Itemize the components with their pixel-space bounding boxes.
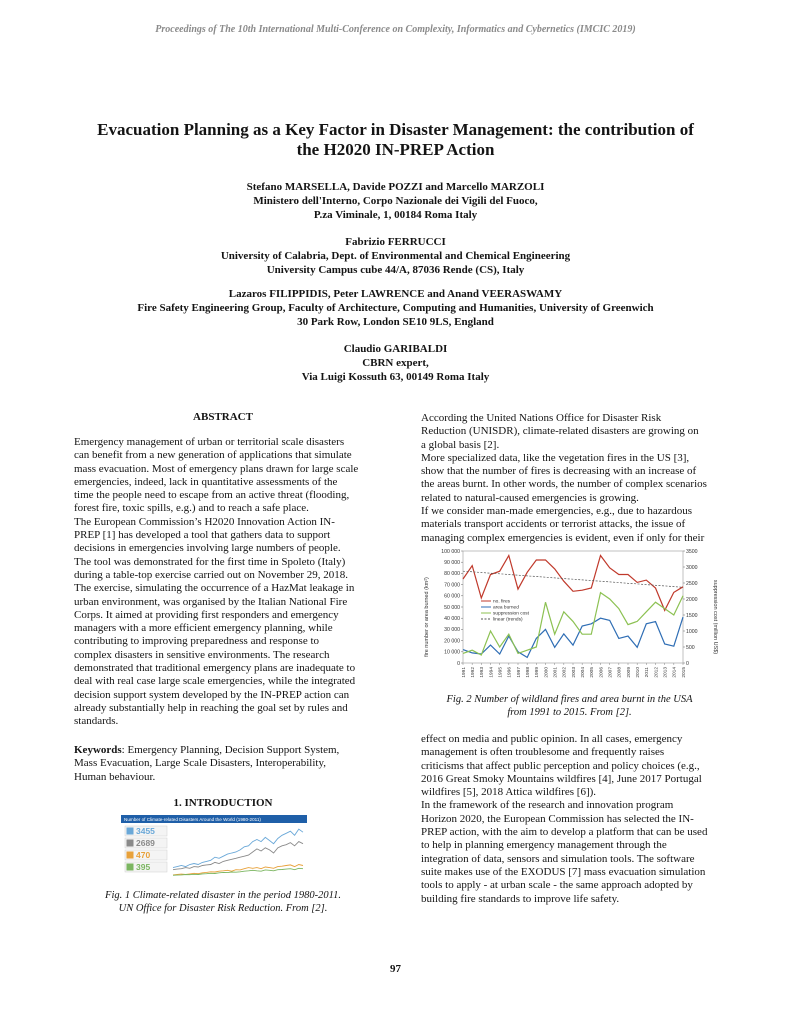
intro-text-bottom <box>421 733 718 906</box>
y-tick-label: 60 000 <box>444 593 460 600</box>
legend-label: no. fires <box>493 599 511 605</box>
author-address: 30 Park Row, London SE10 9LS, England <box>297 316 494 328</box>
x-tick-label: 1991 <box>461 667 467 678</box>
y-tick-label: 20 000 <box>444 638 460 645</box>
x-tick-label: 1994 <box>489 667 495 678</box>
body-line: More specialized data, like the vegetation fires in the US [3], <box>421 451 690 464</box>
x-tick-label: 2010 <box>635 667 641 678</box>
author-group-1 <box>60 180 731 222</box>
body-line: management is often troublesome and frequently raises <box>421 746 665 759</box>
x-tick-label: 2000 <box>544 667 550 678</box>
y2-tick-label: 2500 <box>686 580 698 587</box>
body-line: show that the number of fires is decreasing with an increase of <box>421 465 697 478</box>
introduction-heading: 1. INTRODUCTION <box>173 797 273 809</box>
author-address: P.za Viminale, 1, 00184 Roma Italy <box>313 209 478 221</box>
abstract-line: can benefit from a new generation of applications that simulate <box>74 449 352 462</box>
abstract-heading: ABSTRACT <box>193 411 253 423</box>
keywords-text: : Emergency Planning, Decision Support System, <box>121 744 340 756</box>
x-tick-label: 2002 <box>562 667 568 678</box>
abstract-line: mass evacuation. Most of emergency plans drawn for large scale <box>74 462 359 475</box>
author-names: Claudio GARIBALDI <box>343 343 448 355</box>
abstract-line: The European Commission’s H2020 Innovation Action IN- <box>74 515 335 528</box>
body-line: Horizon 2020, the European Commission has selected the IN- <box>421 812 694 825</box>
abstract-line: complex disasters in sensitive environments. The research <box>74 648 330 661</box>
abstract-line: contributing to improving preparedness and response to <box>74 635 320 648</box>
abstract-line: urban environment, was organised by the Italian National Fire <box>74 595 348 608</box>
x-tick-label: 1999 <box>535 667 541 678</box>
x-tick-label: 2005 <box>590 667 596 678</box>
x-tick-label: 2003 <box>571 667 577 678</box>
abstract-line: during a table-top exercise carried out on November 29, 2018. <box>74 568 348 581</box>
y-tick-label: 10 000 <box>444 649 460 656</box>
y2-tick-label: 500 <box>686 644 695 651</box>
proceedings-header: Proceedings of The 10th International Multi-Conference on Complexity, Informatics and Cybernetics (IMCIC 2019) <box>155 24 636 35</box>
abstract-line: forest fire, toxic spills, e.g.) and to reach a safe place. <box>74 502 309 515</box>
x-tick-label: 2015 <box>681 667 687 678</box>
figure-1-banner-text: Number of Climate-related Disasters Around the World (1980-2011) <box>124 817 261 822</box>
legend-label: suppression cost <box>493 611 529 617</box>
body-line: related to natural-caused emergencies is growing. <box>421 491 639 504</box>
body-line: In the framework of the research and innovation program <box>421 799 674 812</box>
y-tick-label: 30 000 <box>444 627 460 634</box>
body-line: materials transport accidents or terrorist attacks, the issue of <box>421 518 686 531</box>
keywords-line: Mass Evacuation, Large Scale Disasters, Interoperability, <box>74 757 327 770</box>
intro-text-top <box>421 412 718 545</box>
legend-value: 3455 <box>136 826 155 836</box>
x-tick-label: 1996 <box>507 667 513 678</box>
author-affiliation: Fire Safety Engineering Group, Faculty of Architecture, Computing and Humanities, University of Greenwich <box>137 302 654 314</box>
x-tick-label: 1997 <box>516 667 522 678</box>
x-tick-label: 2008 <box>617 667 623 678</box>
abstract-line: The exercise, simulating the occurrence of a HazMat leakage in <box>74 582 355 595</box>
abstract-line: deal with real case large scale emergencies, while the integrated <box>74 675 356 688</box>
legend-swatch <box>127 852 134 859</box>
abstract-text <box>74 436 372 729</box>
legend-value: 395 <box>136 862 151 872</box>
abstract-line: emergencies, indeed, lack in quantitative assessments of the <box>74 475 338 488</box>
figure-2-axes <box>441 549 697 678</box>
figure-1-caption-line: Fig. 1 Climate-related disaster in the period 1980-2011. <box>105 890 341 901</box>
author-group-2 <box>60 235 731 277</box>
abstract-line: managers with a more efficient emergency planning, while <box>74 622 333 635</box>
y-tick-label: 70 000 <box>444 582 460 589</box>
figure-1-caption <box>74 889 372 915</box>
figure-2-caption-line: from 1991 to 2015. From [2]. <box>507 707 632 718</box>
author-names: Stefano MARSELLA, Davide POZZI and Marcello MARZOLI <box>246 181 545 193</box>
author-group-4 <box>60 342 731 384</box>
series-line <box>463 571 683 587</box>
body-line: managing complex emergencies is evident, even if only for their <box>421 531 705 544</box>
author-affiliation: Ministero dell'Interno, Corpo Nazionale dei Vigili del Fuoco, <box>253 195 538 207</box>
body-line: According the United Nations Office for Disaster Risk <box>421 412 662 424</box>
x-tick-label: 2004 <box>580 667 586 678</box>
y-tick-label: 0 <box>457 660 460 667</box>
y-tick-label: 50 000 <box>444 604 460 611</box>
x-tick-label: 2001 <box>553 667 559 678</box>
abstract-line: Corps. It aimed at providing first responders and emergency <box>74 608 339 621</box>
legend-swatch <box>127 840 134 847</box>
body-line: PREP action, with the aim to develop a platform that can be used <box>421 826 708 839</box>
body-line: to help in planning emergency management through the <box>421 839 667 852</box>
keywords <box>74 744 372 784</box>
y-tick-label: 80 000 <box>444 571 460 578</box>
y2-tick-label: 2000 <box>686 596 698 603</box>
legend-value: 2689 <box>136 838 155 848</box>
x-tick-label: 2012 <box>654 667 660 678</box>
legend-label: area burned <box>493 605 519 611</box>
abstract-line: standards. <box>74 715 119 728</box>
body-line: tools to apply - at urban scale - the same approach adopted by <box>421 879 693 892</box>
abstract-line: time the people need to escape from an active threat (flooding, <box>74 489 350 502</box>
body-line: suite makes use of the EXODUS [7] mass evacuation simulation <box>421 865 706 878</box>
series-line <box>463 617 683 657</box>
body-line: criticisms that affect public perception and policy choices (e.g., <box>421 759 700 772</box>
y-tick-label: 40 000 <box>444 616 460 622</box>
y-tick-label: 90 000 <box>444 560 460 566</box>
author-group-3 <box>60 287 731 329</box>
x-tick-label: 1992 <box>470 667 476 678</box>
figure-2-chart <box>421 543 718 687</box>
x-tick-label: 2014 <box>672 667 678 678</box>
y-tick-label: 100 000 <box>441 548 460 555</box>
abstract-line: PREP [1] has developed a tool that gathers data to support <box>74 529 331 542</box>
abstract-line: Emergency management of urban or territorial scale disasters <box>74 436 345 448</box>
figure-2-right-axis-label: suppression cost (million US$) <box>712 579 718 655</box>
body-line: If we consider man-made emergencies, e.g., due to hazardous <box>421 505 693 518</box>
x-tick-label: 1998 <box>525 667 531 678</box>
y2-tick-label: 1500 <box>686 612 698 619</box>
x-tick-label: 2011 <box>645 667 651 678</box>
body-line: the areas burnt. In other words, the number of complex scenarios <box>421 478 707 491</box>
body-line: wildfires [5], 2018 Attica wildfires [6]). <box>421 786 597 799</box>
figure-2-legend <box>481 599 530 623</box>
keywords-label: Keywords <box>74 744 122 756</box>
legend-swatch <box>127 828 134 835</box>
author-affiliation: CBRN expert, <box>362 357 429 369</box>
body-line: a global basis [2]. <box>421 438 500 451</box>
keywords-line: Human behaviour. <box>74 770 156 783</box>
abstract-line: decision support system developed by the IN-PREP action can <box>74 688 350 701</box>
y2-tick-label: 0 <box>686 660 689 667</box>
author-names: Lazaros FILIPPIDIS, Peter LAWRENCE and Anand VEERASWAMY <box>228 288 563 300</box>
body-line: building fire standards to improve life safety. <box>421 892 620 905</box>
y2-tick-label: 3000 <box>686 564 698 571</box>
figure-2-caption-line: Fig. 2 Number of wildland fires and area burnt in the USA <box>446 694 693 705</box>
author-affiliation: University of Calabria, Dept. of Environmental and Chemical Engineering <box>220 250 571 262</box>
author-names: Fabrizio FERRUCCI <box>345 236 446 248</box>
x-tick-label: 1995 <box>498 667 504 678</box>
page-number: 97 <box>390 963 401 975</box>
abstract-line: demonstrated that traditional emergency plans are inadequate to <box>74 662 356 675</box>
x-tick-label: 2009 <box>626 667 632 678</box>
legend-value: 470 <box>136 850 151 860</box>
author-address: Via Luigi Kossuth 63, 00149 Roma Italy <box>301 371 490 383</box>
body-line: Reduction (UNISDR), climate-related disasters are growing on <box>421 425 699 438</box>
title-line-1: Evacuation Planning as a Key Factor in Disaster Management: the contribution of <box>97 120 694 139</box>
x-tick-label: 2013 <box>663 667 669 678</box>
paper-title <box>60 120 731 160</box>
abstract-line: The tool was demonstrated for the first time in Spoleto (Italy) <box>74 555 346 568</box>
figure-2-caption <box>421 693 718 719</box>
title-line-2: the H2020 IN-PREP Action <box>296 140 495 159</box>
legend-label: linear (trends) <box>493 617 523 623</box>
x-tick-label: 2007 <box>608 667 614 678</box>
keywords-line <box>74 744 372 757</box>
author-address: University Campus cube 44/A, 87036 Rende (CS), Italy <box>266 264 525 276</box>
x-tick-label: 2006 <box>599 667 605 678</box>
abstract-line: decisions in emergencies involving large numbers of people. <box>74 542 341 555</box>
x-tick-label: 1993 <box>480 667 486 678</box>
figure-2-y-axis-label: fire number or area burned (km²) <box>424 577 430 657</box>
body-line: effect on media and public opinion. In all cases, emergency <box>421 733 683 745</box>
abstract-line: already substantially help in reaching the goal set by rules and <box>74 701 348 714</box>
body-line: integration of data, sensors and simulation tools. The software <box>421 852 695 865</box>
y2-tick-label: 1000 <box>686 628 698 635</box>
y2-tick-label: 3500 <box>686 548 698 555</box>
body-line: 2016 Great Smoky Mountains wildfires [4], June 2017 Portugal <box>421 772 702 785</box>
legend-swatch <box>127 864 134 871</box>
figure-1-caption-line: UN Office for Disaster Risk Reduction. From [2]. <box>118 903 328 914</box>
figure-1-chart <box>121 815 307 881</box>
